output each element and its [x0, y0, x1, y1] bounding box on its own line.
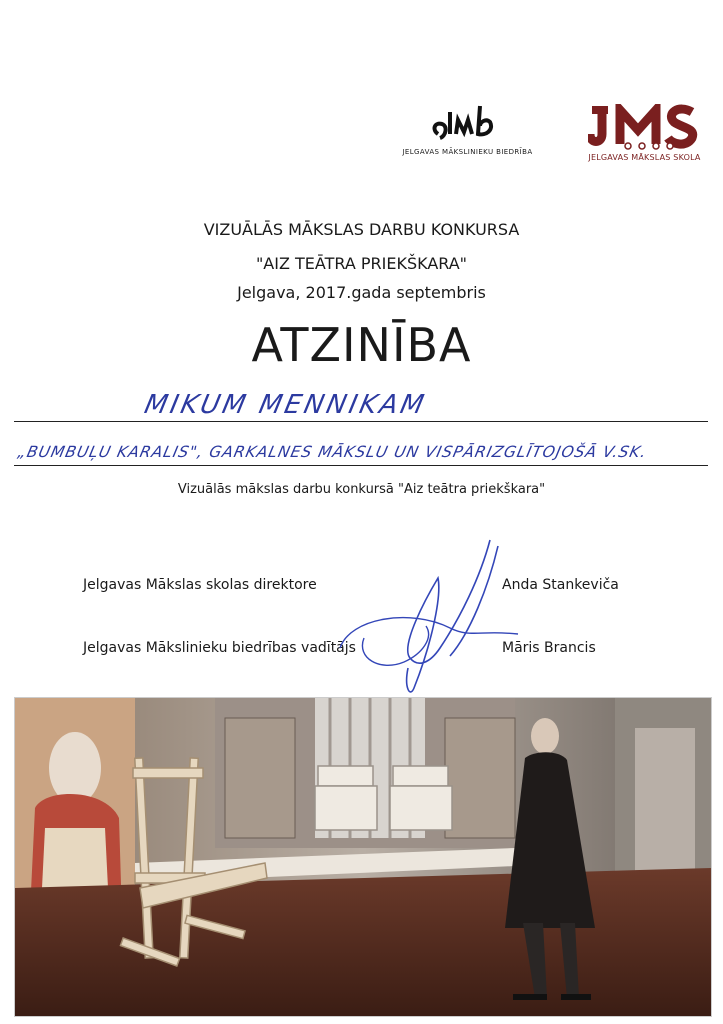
place-date: Jelgava, 2017.gada septembris	[237, 283, 486, 302]
signatory-name-head: Māris Brancis	[502, 640, 596, 656]
work-underline	[14, 465, 708, 466]
jmb-logo-mark	[428, 100, 508, 144]
certificate-title: ATZINĪBA	[251, 318, 472, 372]
signatory-role-head: Jelgavas Mākslinieku biedrības vadītājs	[83, 640, 356, 656]
jelgava-artists-society-logo	[380, 100, 555, 160]
contest-caption: Vizuālās mākslas darbu konkursā "Aiz teātra priekškara"	[177, 482, 546, 497]
jelgava-art-school-logo	[582, 100, 707, 166]
jmb-logo-caption: JELGAVAS MĀKSLINIEKU BIEDRĪBA	[402, 148, 533, 156]
jms-logo-mark	[588, 104, 700, 150]
contest-heading: VIZUĀLĀS MĀKSLAS DARBU KONKURSA	[203, 220, 520, 239]
signatory-role-director: Jelgavas Mākslas skolas direktore	[83, 577, 317, 593]
stage-photo	[14, 697, 712, 1017]
recipient-name: MIKUM MENNIKAM	[141, 390, 430, 420]
contest-name: "AIZ TEĀTRA PRIEKŠKARA"	[255, 254, 468, 273]
name-underline	[14, 421, 708, 422]
signatory-name-director: Anda Stankeviča	[502, 577, 619, 593]
handwritten-signature	[330, 538, 530, 703]
jms-logo-caption: JELGAVAS MĀKSLAS SKOLA	[588, 153, 701, 162]
artwork-and-school: „BUMBUĻU KARALIS", GARKALNES MĀKSLU UN VISPĀRIZGLĪTOJOŠĀ V.SK.	[16, 443, 649, 461]
